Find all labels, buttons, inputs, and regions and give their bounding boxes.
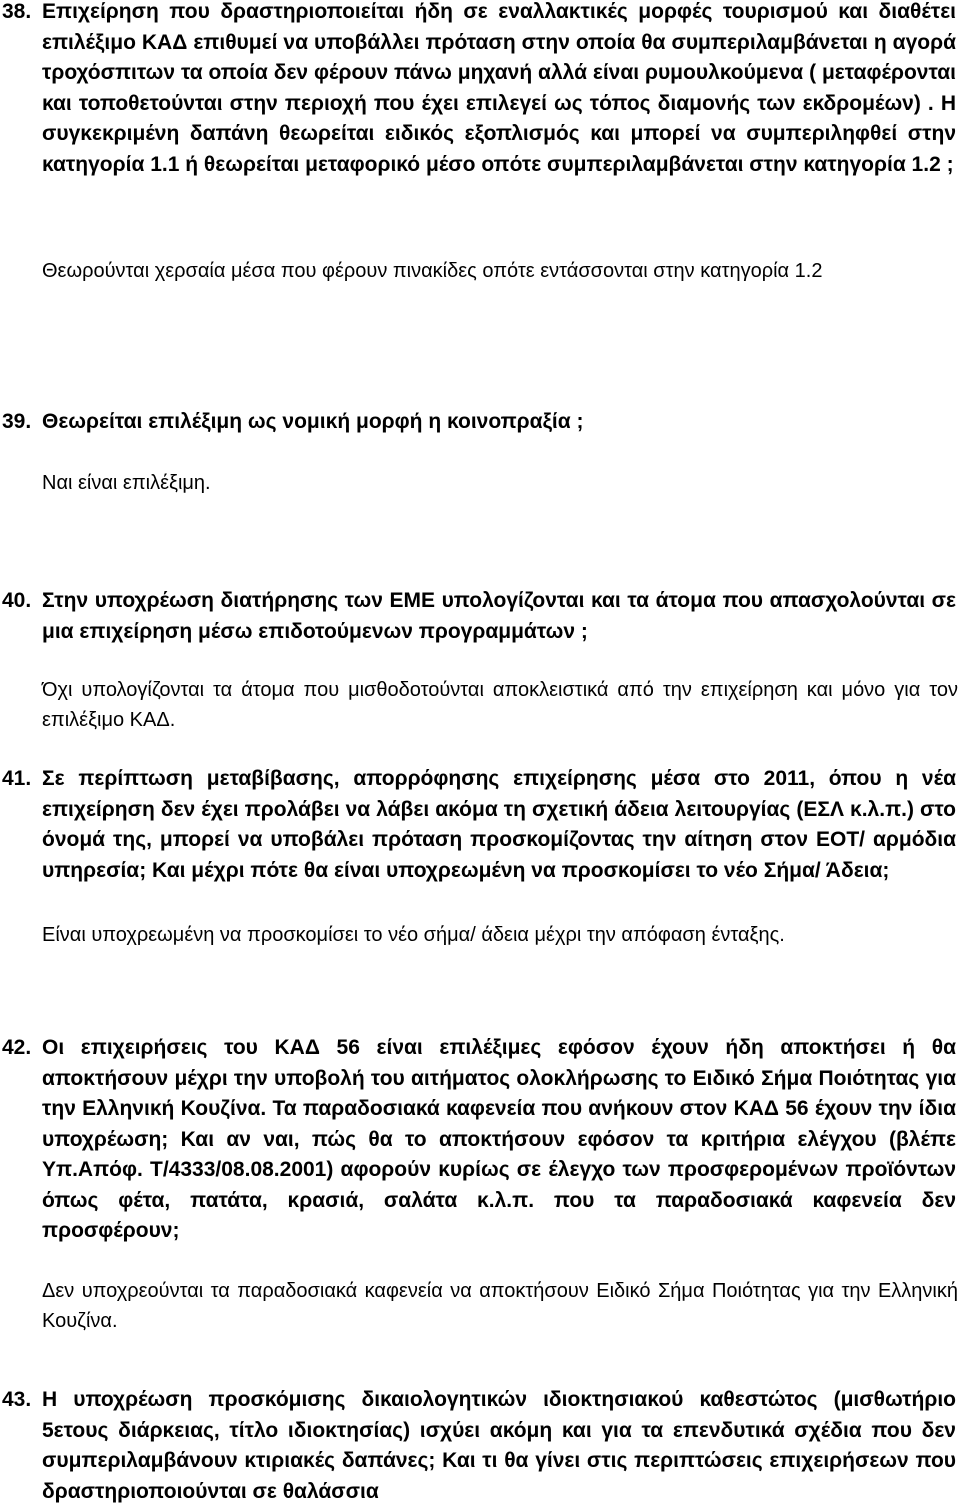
question-text: Σε περίπτωση μεταβίβασης, απορρόφησης επιχείρησης μέσα στο 2011, όπου η νέα επιχείρηση δεν έχει προλάβει να λάβει ακόμα τη σχετική άδεια λειτουργίας (ΕΣΛ κ.λ.π.) στο όνομά της, μπορεί να υποβάλει πρόταση προσκομίζοντας την αίτηση στον ΕΟΤ/ αρμόδια υπηρεσία; Και μέχρι πότε θα είναι υποχρεωμένη να προσκομίσει το νέο Σήμα/ Άδεια; xyxy=(42,767,956,882)
question-number: 43. xyxy=(2,1388,32,1411)
question-text: Θεωρείται επιλέξιμη ως νομική μορφή η κοινοπραξία ; xyxy=(42,410,584,433)
answer-text: Δεν υποχρεούνται τα παραδοσιακά καφενεία να αποκτήσουν Ειδικό Σήμα Ποιότητας για την Ελληνική Κουζίνα. xyxy=(42,1280,958,1332)
answer-text: Όχι υπολογίζονται τα άτομα που μισθοδοτούνται αποκλειστικά από την επιχείρηση και μόνο για τον επιλέξιμο ΚΑΔ. xyxy=(42,679,958,731)
question-text: Η υποχρέωση προσκόμισης δικαιολογητικών ιδιοκτησιακού καθεστώτος (μισθωτήριο 5ετους διάρκειας, τίτλο ιδιοκτησίας) ισχύει ακόμη και για τα επενδυτικά σχέδια που δεν συμπεριλαμβάνουν κτιριακές δαπάνες; Και τι θα γίνει στις περιπτώσεις επιχειρήσεων που δραστηριοποιούνται σε θαλάσσια xyxy=(42,1388,956,1503)
question-number: 42. xyxy=(2,1036,32,1059)
answer-text: Είναι υποχρεωμένη να προσκομίσει το νέο σήμα/ άδεια μέχρι την απόφαση ένταξης. xyxy=(42,924,785,946)
answer-text: Θεωρούνται χερσαία μέσα που φέρουν πινακίδες οπότε εντάσσονται στην κατηγορία 1.2 xyxy=(42,260,823,282)
question-text: Επιχείρηση που δραστηριοποιείται ήδη σε εναλλακτικές μορφές τουρισμού και διαθέτει επιλέξιμο ΚΑΔ επιθυμεί να υποβάλλει πρόταση στην οποία θα συμπεριλαμβάνεται η αγορά τροχόσπιτων τα οποία δεν φέρουν πάνω μηχανή αλλά είναι ρυμουλκούμενα ( μεταφέρονται και τοποθετούνται στην περιοχή που έχει επιλεγεί ως τόπος διαμονής των εκδρομέων) . Η συγκεκριμένη δαπάνη θεωρείται ειδικός εξοπλισμός και μπορεί να συμπεριληφθεί στην κατηγορία 1.1 ή θεωρείται μεταφορικό μέσο οπότε συμπεριλαμβάνεται στην κατηγορία 1.2 ; xyxy=(42,0,956,176)
question-number: 38. xyxy=(2,0,32,23)
question-text: Στην υποχρέωση διατήρησης των ΕΜΕ υπολογίζονται και τα άτομα που απασχολούνται σε μια επιχείρηση μέσω επιδοτούμενων προγραμμάτων ; xyxy=(42,589,956,643)
question-text: Οι επιχειρήσεις του ΚΑΔ 56 είναι επιλέξιμες εφόσον έχουν ήδη αποκτήσει ή θα αποκτήσουν μέχρι την υποβολή του αιτήματος ολοκλήρωσης το Ειδικό Σήμα Ποιότητας για την Ελληνική Κουζίνα. Τα παραδοσιακά καφενεία που ανήκουν στον ΚΑΔ 56 έχουν την ίδια υποχρέωση; Και αν ναι, πώς θα το αποκτήσουν εφόσον τα κριτήρια ελέγχου (βλέπε Υπ.Απόφ. Τ/4333/08.08.2001) αφορούν κυρίως σε έλεγχο των προσφερομένων προϊόντων όπως φέτα, πατάτα, κρασιά, σαλάτα κ.λ.π. που τα παραδοσιακά καφενεία δεν προσφέρουν; xyxy=(42,1036,956,1242)
question-number: 39. xyxy=(2,410,32,433)
answer-text: Ναι είναι επιλέξιμη. xyxy=(42,472,211,494)
question-number: 40. xyxy=(2,589,32,612)
question-number: 41. xyxy=(2,767,32,790)
